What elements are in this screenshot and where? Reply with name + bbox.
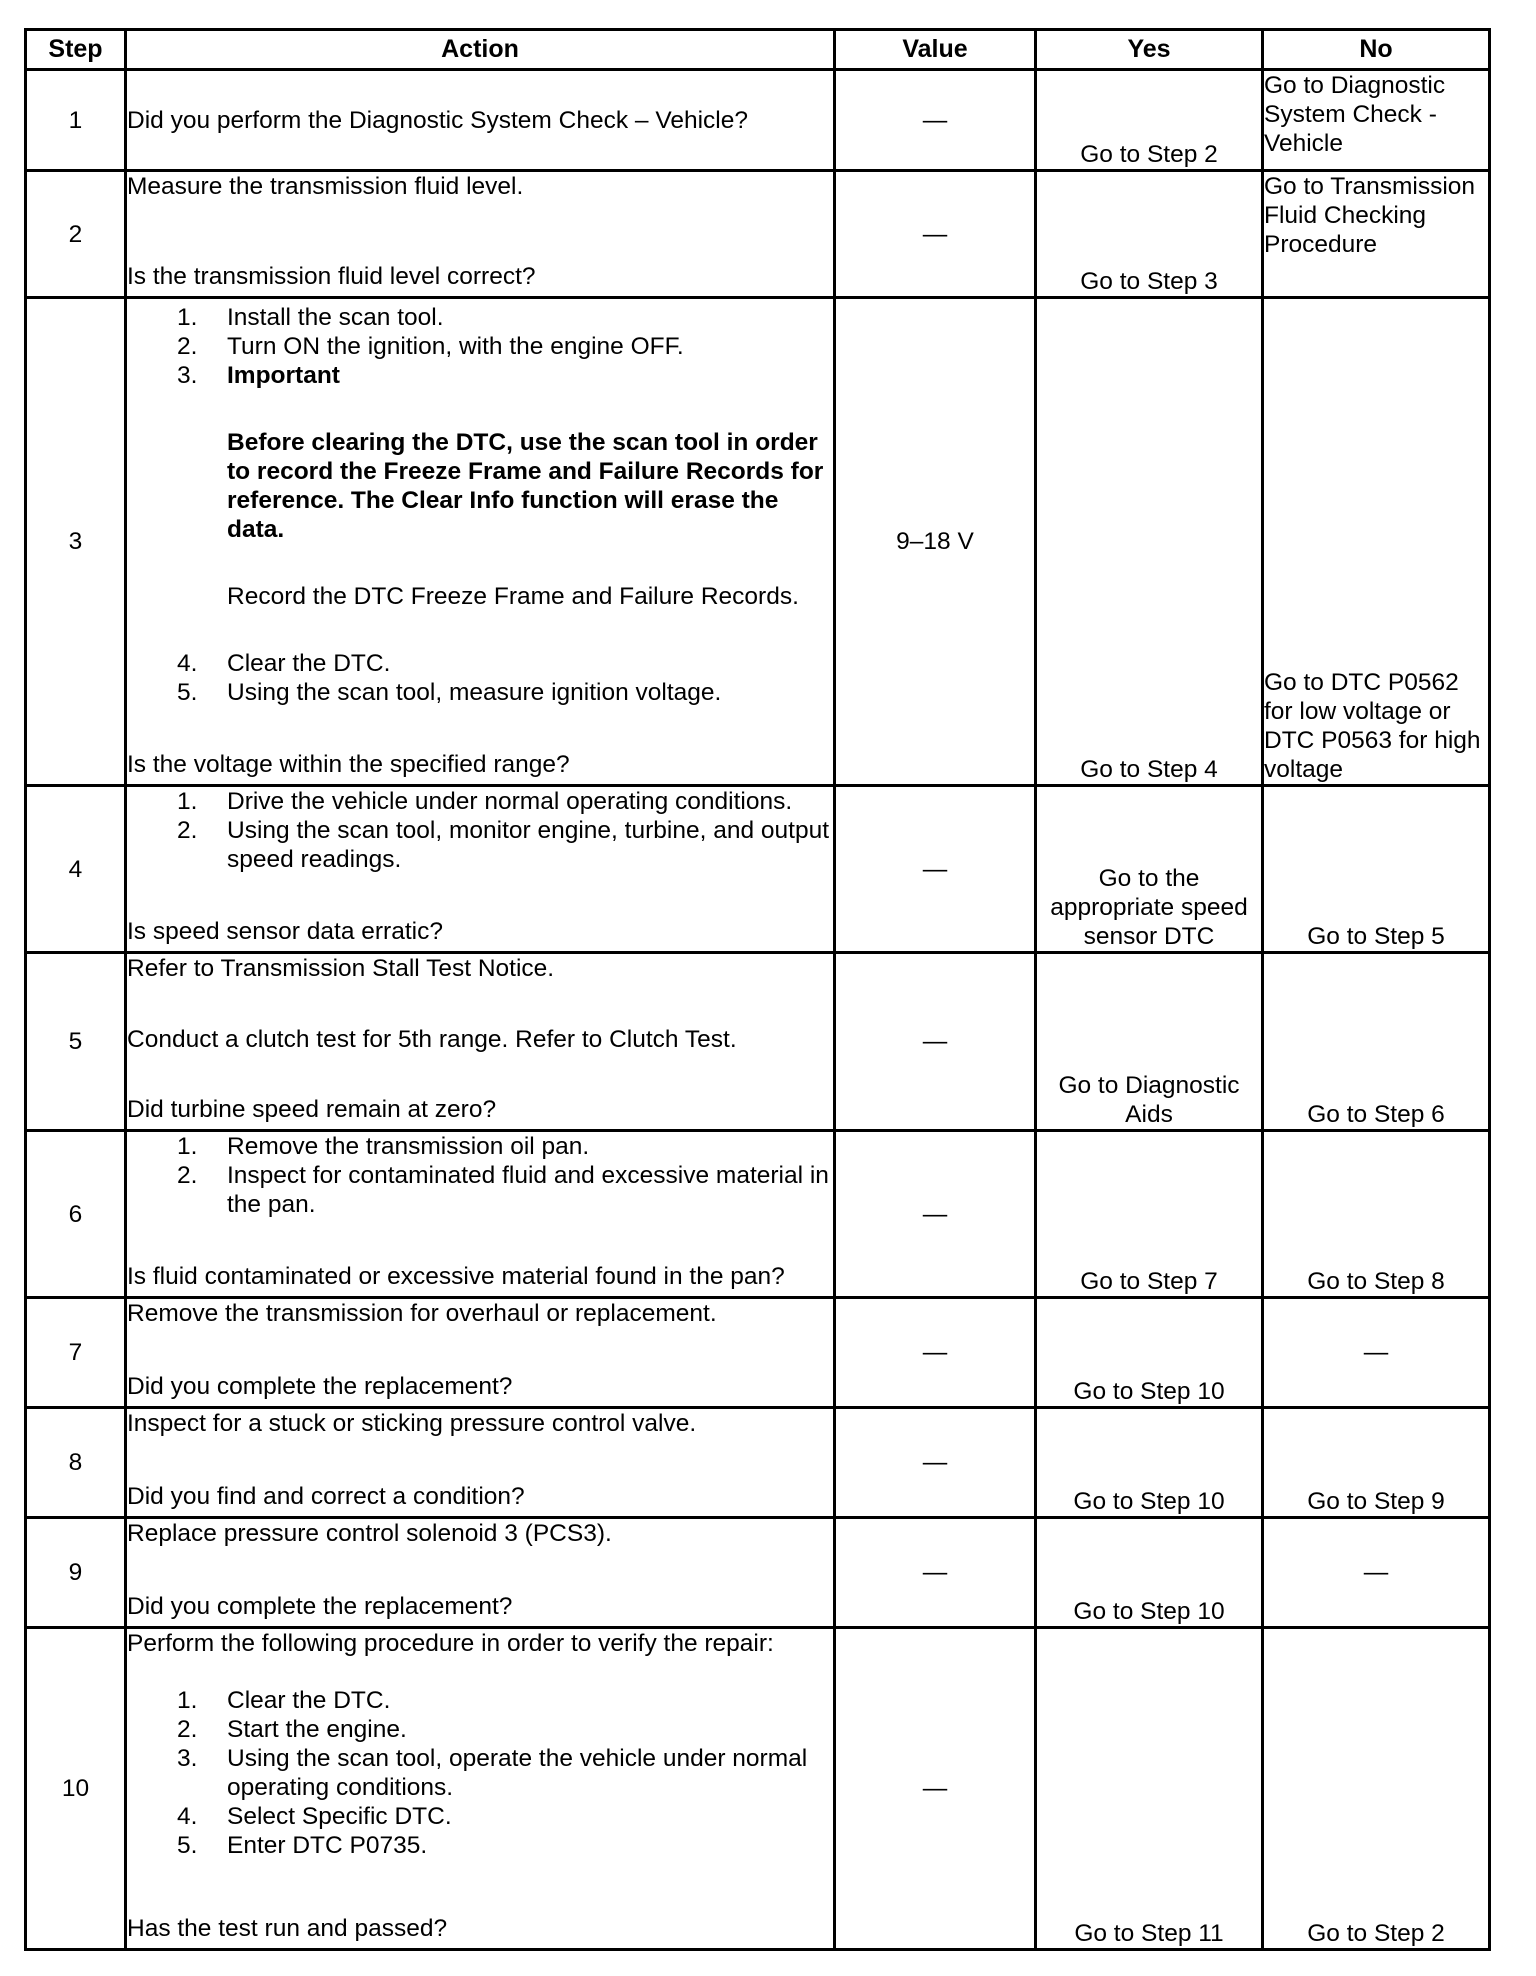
value-cell: — — [835, 1518, 1036, 1628]
action-intro: Measure the transmission fluid level. — [127, 173, 524, 200]
list-item: 1. Drive the vehicle under normal operating conditions. — [177, 788, 793, 815]
yes-cell: Go to Step 10 — [1036, 1408, 1263, 1518]
action-middle: Conduct a clutch test for 5th range. Refer to Clutch Test. — [127, 1025, 737, 1053]
diagnostic-table — [24, 28, 1491, 1951]
yes-cell: Go to Step 10 — [1036, 1518, 1263, 1628]
no-cell: — — [1263, 1298, 1490, 1408]
action-cell — [126, 953, 835, 1131]
value-cell: — — [835, 1408, 1036, 1518]
step-number: 5 — [26, 953, 126, 1131]
yes-cell: Go to Step 4 — [1036, 298, 1263, 786]
action-cell — [126, 1298, 835, 1408]
table-row — [26, 298, 1490, 786]
step-number: 8 — [26, 1408, 126, 1518]
no-cell: Go to Step 9 — [1263, 1408, 1490, 1518]
action-question: Did you find and correct a condition? — [127, 1483, 525, 1510]
yes-cell: Go to Step 3 — [1036, 171, 1263, 298]
action-steps — [127, 787, 833, 874]
no-cell: Go to Step 5 — [1263, 786, 1490, 953]
action-intro: Remove the transmission for overhaul or replacement. — [127, 1300, 717, 1327]
table-row — [26, 1408, 1490, 1518]
action-steps — [127, 303, 833, 390]
action-intro: Refer to Transmission Stall Test Notice. — [127, 955, 555, 982]
list-item: 1. Clear the DTC. — [177, 1687, 391, 1714]
action-cell — [126, 70, 835, 171]
table-row — [26, 1518, 1490, 1628]
step-number: 2 — [26, 171, 126, 298]
step-number: 9 — [26, 1518, 126, 1628]
yes-cell: Go to Diagnostic Aids — [1036, 953, 1263, 1131]
action-question: Is the transmission fluid level correct? — [127, 263, 536, 290]
list-item: 3. Important — [177, 362, 340, 389]
action-question: Has the test run and passed? — [127, 1915, 448, 1942]
table-row — [26, 786, 1490, 953]
table-row — [26, 1628, 1490, 1950]
action-cell — [126, 298, 835, 786]
header-value: Value — [835, 30, 1036, 70]
no-cell: Go to DTC P0562 for low voltage or DTC P0563 for high voltage — [1263, 298, 1490, 786]
list-item: 4. Select Specific DTC. — [177, 1803, 452, 1830]
no-cell: Go to Step 8 — [1263, 1131, 1490, 1298]
action-question: Is the voltage within the specified range? — [127, 751, 570, 778]
list-item: 2. Using the scan tool, monitor engine, turbine, and output speed readings. — [177, 817, 829, 873]
value-cell: — — [835, 1298, 1036, 1408]
no-cell: Go to Transmission Fluid Checking Procedure — [1263, 171, 1490, 298]
value-cell: — — [835, 70, 1036, 171]
action-question: Did you perform the Diagnostic System Check – Vehicle? — [127, 106, 748, 134]
action-cell — [126, 1408, 835, 1518]
value-cell: — — [835, 953, 1036, 1131]
list-item: 3. Using the scan tool, operate the vehicle under normal operating conditions. — [177, 1745, 808, 1801]
step-number: 7 — [26, 1298, 126, 1408]
list-item: 4. Clear the DTC. — [177, 650, 391, 677]
action-cell — [126, 171, 835, 298]
value-cell: — — [835, 1131, 1036, 1298]
header-yes: Yes — [1036, 30, 1263, 70]
table-row — [26, 1298, 1490, 1408]
action-steps — [127, 1686, 833, 1860]
value-cell: 9–18 V — [835, 298, 1036, 786]
no-cell: Go to Step 2 — [1263, 1628, 1490, 1950]
list-item: 2. Inspect for contaminated fluid and excessive material in the pan. — [177, 1162, 829, 1218]
action-question: Did you complete the replacement? — [127, 1373, 513, 1400]
action-question: Did turbine speed remain at zero? — [127, 1096, 497, 1123]
important-note: Before clearing the DTC, use the scan tool in order to record the Freeze Frame and Failure Records for reference. The Clear Info function will erase the data. — [227, 429, 824, 543]
action-cell — [126, 1628, 835, 1950]
action-steps — [127, 649, 833, 707]
action-intro: Perform the following procedure in order to verify the repair: — [127, 1630, 774, 1657]
list-item: 2. Turn ON the ignition, with the engine OFF. — [177, 333, 684, 360]
action-intro: Inspect for a stuck or sticking pressure control valve. — [127, 1410, 697, 1437]
table-row — [26, 70, 1490, 171]
value-cell: — — [835, 1628, 1036, 1950]
header-no: No — [1263, 30, 1490, 70]
action-intro: Replace pressure control solenoid 3 (PCS3). — [127, 1520, 612, 1547]
step-number: 4 — [26, 786, 126, 953]
list-item: 2. Start the engine. — [177, 1716, 407, 1743]
table-row — [26, 1131, 1490, 1298]
step-number: 3 — [26, 298, 126, 786]
list-item: 1. Remove the transmission oil pan. — [177, 1133, 590, 1160]
action-steps — [127, 1132, 833, 1219]
action-question: Did you complete the replacement? — [127, 1593, 513, 1620]
yes-cell: Go to Step 2 — [1036, 70, 1263, 171]
yes-cell: Go to the appropriate speed sensor DTC — [1036, 786, 1263, 953]
action-question: Is fluid contaminated or excessive material found in the pan? — [127, 1263, 785, 1290]
record-note: Record the DTC Freeze Frame and Failure Records. — [227, 583, 799, 610]
step-number: 1 — [26, 70, 126, 171]
list-item: 5. Enter DTC P0735. — [177, 1832, 428, 1859]
list-item: 5. Using the scan tool, measure ignition voltage. — [177, 679, 722, 706]
action-cell — [126, 1131, 835, 1298]
list-item: 1. Install the scan tool. — [177, 304, 444, 331]
value-cell: — — [835, 786, 1036, 953]
action-cell — [126, 786, 835, 953]
important-label: Important — [227, 362, 340, 389]
action-question: Is speed sensor data erratic? — [127, 918, 443, 945]
step-number: 6 — [26, 1131, 126, 1298]
table-row — [26, 953, 1490, 1131]
header-action: Action — [126, 30, 835, 70]
action-cell — [126, 1518, 835, 1628]
no-cell: — — [1263, 1518, 1490, 1628]
yes-cell: Go to Step 11 — [1036, 1628, 1263, 1950]
header-row — [26, 30, 1490, 70]
table-row — [26, 171, 1490, 298]
yes-cell: Go to Step 10 — [1036, 1298, 1263, 1408]
no-cell: Go to Step 6 — [1263, 953, 1490, 1131]
no-cell: Go to Diagnostic System Check - Vehicle — [1263, 70, 1490, 171]
step-number: 10 — [26, 1628, 126, 1950]
value-cell: — — [835, 171, 1036, 298]
yes-cell: Go to Step 7 — [1036, 1131, 1263, 1298]
header-step: Step — [26, 30, 126, 70]
